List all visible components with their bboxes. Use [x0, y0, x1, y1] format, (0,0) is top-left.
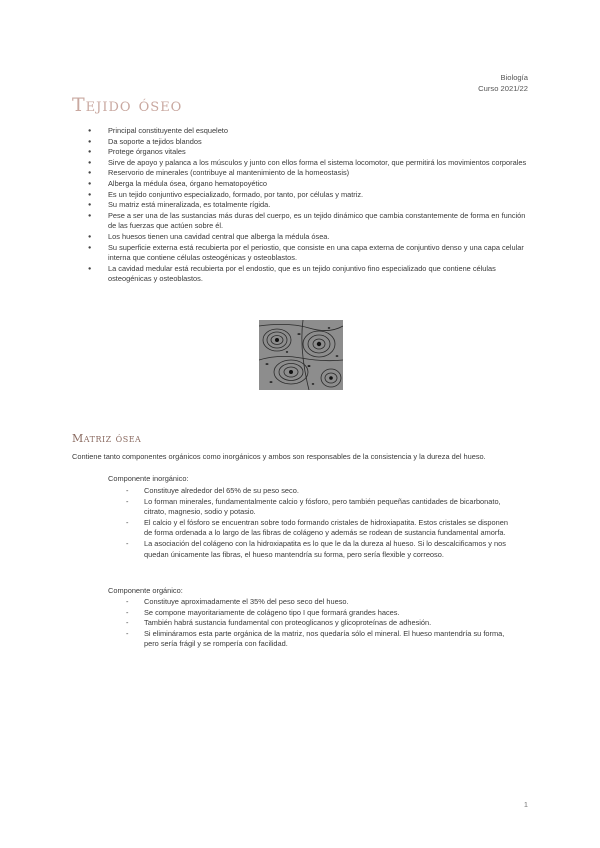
course-label: Curso 2021/22: [478, 84, 528, 93]
list-item: - La asociación del colágeno con la hidroxiapatita es lo que le da la dureza al hueso. Si lo descalcificamos y nos quedan únicamente las fibras, el hueso mantendría su forma, pero sería flexible y correoso.: [108, 539, 508, 560]
list-item: ● Reservorio de minerales (contribuye al mantenimiento de la homeostasis): [72, 168, 532, 179]
list-item: ● Los huesos tienen una cavidad central que alberga la médula ósea.: [72, 232, 532, 243]
page-title: Tejido óseo: [72, 94, 183, 116]
list-item: - Constituye aproximadamente el 35% del peso seco del hueso.: [108, 597, 508, 608]
list-item: - También habrá sustancia fundamental con proteoglicanos y glicoproteínas de adhesión.: [108, 618, 508, 629]
bone-histology-image: [259, 320, 343, 390]
list-item: ● Su matriz está mineralizada, es totalmente rígida.: [72, 200, 532, 211]
list-item: ● Alberga la médula ósea, órgano hematopoyético: [72, 179, 532, 190]
section-title-matriz-osea: Matriz ósea: [72, 432, 142, 445]
list-item: ● Es un tejido conjuntivo especializado, formado, por tanto, por células y matriz.: [72, 190, 532, 201]
list-item: - Se compone mayoritariamente de colágeno tipo I que formará grandes haces.: [108, 608, 508, 619]
page-number: 1: [523, 800, 528, 809]
list-item: ● Protege órganos vitales: [72, 147, 532, 158]
inorganic-heading: Componente inorgánico:: [108, 474, 189, 483]
bullet-list: [72, 126, 532, 285]
matrix-intro: Contiene tanto componentes orgánicos como inorgánicos y ambos son responsables de la consistencia y la dureza del hueso.: [72, 452, 486, 461]
list-item: ● La cavidad medular está recubierta por el endostio, que es un tejido conjuntivo fino especializado que contiene células osteogénicas y osteoblastos.: [72, 264, 532, 285]
list-item: - Lo forman minerales, fundamentalmente calcio y fósforo, pero también pequeñas cantidades de bicarbonato, citrato, magnesio, sodio y potasio.: [108, 497, 508, 518]
organic-list: [108, 597, 508, 650]
list-item: ● Pese a ser una de las sustancias más duras del cuerpo, es un tejido dinámico que cambia constantemente de forma en función de las fuerzas que actúen sobre él.: [72, 211, 532, 232]
list-item: ● Da soporte a tejidos blandos: [72, 137, 532, 148]
list-item: ● Principal constituyente del esqueleto: [72, 126, 532, 137]
list-item: ● Su superficie externa está recubierta por el periostio, que consiste en una capa externa de conjuntivo denso y una capa celular interna que contiene células osteogénicas y osteoblastos.: [72, 243, 532, 264]
list-item: - Si elimináramos esta parte orgánica de la matriz, nos quedaría sólo el mineral. El hueso mantendría su forma, pero sería frágil y se rompería con facilidad.: [108, 629, 508, 650]
list-item: - Constituye alrededor del 65% de su peso seco.: [108, 486, 508, 497]
header-meta: [478, 72, 528, 94]
organic-heading: Componente orgánico:: [108, 586, 183, 595]
subject-label: Biología: [500, 73, 528, 82]
inorganic-list: [108, 486, 508, 560]
list-item: ● Sirve de apoyo y palanca a los músculos y junto con ellos forma el sistema locomotor, que permitirá los movimientos corporales: [72, 158, 532, 169]
list-item: - El calcio y el fósforo se encuentran sobre todo formando cristales de hidroxiapatita. Estos cristales se disponen de forma ordenada a lo largo de las fibras de colágeno y además se rodean de sustancia fundamental amorfa.: [108, 518, 508, 539]
